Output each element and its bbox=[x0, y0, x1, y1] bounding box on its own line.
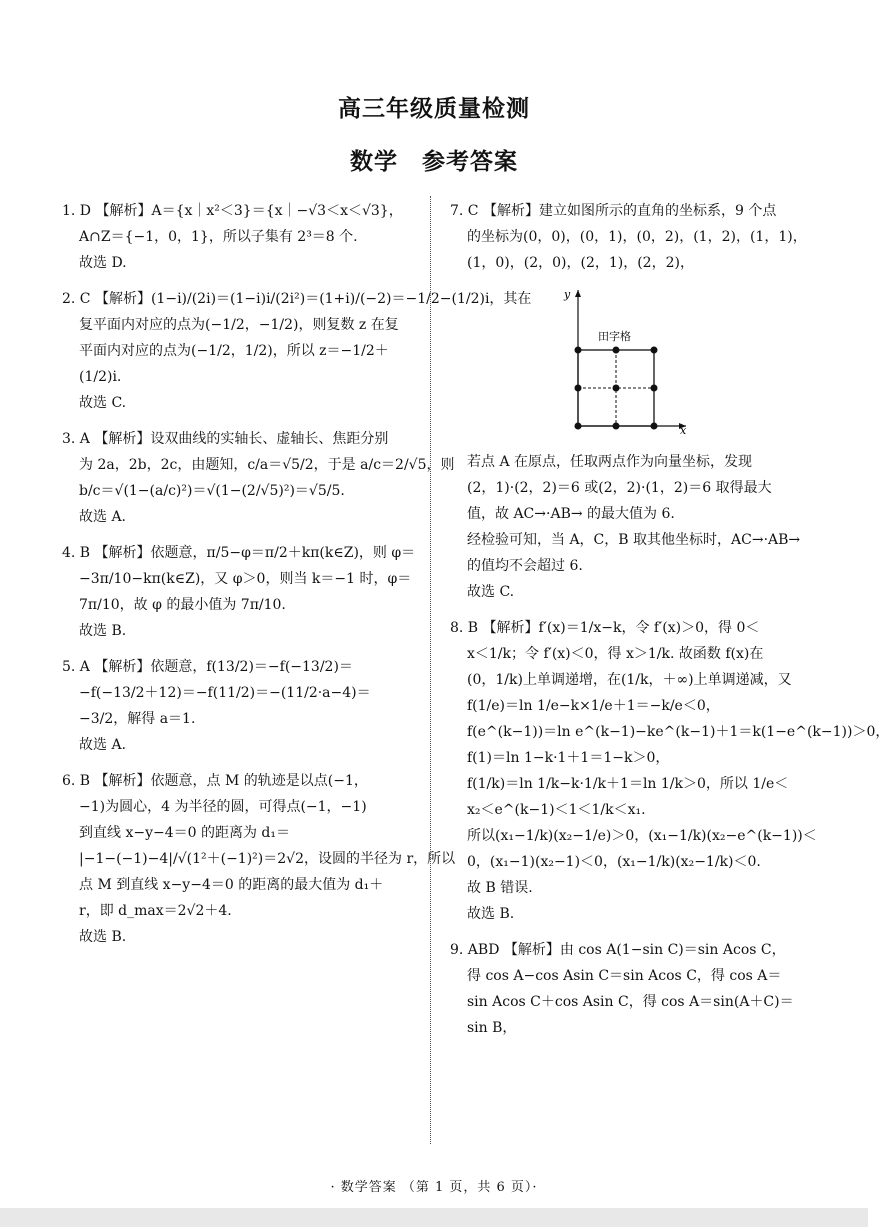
answer-q7-body bbox=[450, 449, 806, 605]
answer-line: 故选 B. bbox=[79, 623, 127, 639]
answer-line: 平面内对应的点为(−1/2，1/2)，所以 z＝−1/2＋ bbox=[79, 343, 389, 359]
answer-line: 7. C 【解析】建立如图所示的直角的坐标系，9 个点 bbox=[450, 203, 777, 219]
answer-line: (0，1/k)上单调递增，在(1/k，＋∞)上单调递减，又 bbox=[467, 672, 792, 688]
answer-line: 3. A 【解析】设双曲线的实轴长、虚轴长、焦距分别 bbox=[62, 431, 389, 447]
grid-label: 田字格 bbox=[598, 330, 631, 343]
answer-q2 bbox=[62, 286, 532, 416]
answer-line: sin Acos C＋cos Asin C，得 cos A＝sin(A＋C)＝ bbox=[467, 994, 794, 1010]
grid-point bbox=[575, 423, 582, 430]
y-axis-arrow bbox=[575, 290, 581, 297]
x-axis-label: x bbox=[680, 424, 687, 437]
answer-q1 bbox=[62, 198, 414, 276]
answer-line: 故选 A. bbox=[79, 737, 127, 753]
grid-point bbox=[613, 347, 620, 354]
grid-point bbox=[651, 423, 658, 430]
answer-q7-intro bbox=[450, 198, 806, 276]
y-axis-label: y bbox=[564, 288, 571, 301]
answer-line: −3π/10−kπ(k∈Z)，又 φ＞0，则当 k＝−1 时，φ＝ bbox=[79, 571, 412, 587]
answer-line: 所以(x₁−1/k)(x₂−1/e)＞0，(x₁−1/k)(x₂−e^(k−1))＜ bbox=[467, 828, 817, 844]
right-column bbox=[450, 198, 889, 1051]
grid-diagram bbox=[550, 284, 690, 437]
answer-line: (1/2)i. bbox=[79, 369, 122, 385]
answer-line: (1，0)，(2，0)，(2，1)，(2，2)， bbox=[467, 255, 694, 271]
answer-q4 bbox=[62, 540, 414, 644]
answer-line: 为 2a，2b，2c，由题知，c/a＝√5/2，于是 a/c＝2/√5，则 bbox=[79, 457, 455, 473]
answer-line: 复平面内对应的点为(−1/2，−1/2)，则复数 z 在复 bbox=[79, 317, 399, 333]
answer-line: 6. B 【解析】依题意，点 M 的轨迹是以点(−1， bbox=[62, 773, 368, 789]
answer-line: −f(−13/2＋12)＝−f(11/2)＝−(11/2·a−4)＝ bbox=[79, 685, 371, 701]
answer-line: x₂＜e^(k−1)＜1＜1/k＜x₁. bbox=[467, 802, 646, 818]
answer-line: 故 B 错误. bbox=[467, 880, 533, 896]
answer-line: A∩Z＝{−1，0，1}，所以子集有 2³＝8 个. bbox=[79, 229, 358, 245]
answer-line: b/c＝√(1−(a/c)²)＝√(1−(2/√5)²)＝√5/5. bbox=[79, 483, 345, 499]
answer-q8 bbox=[450, 615, 889, 927]
answer-line: −1)为圆心，4 为半径的圆，可得点(−1，−1) bbox=[79, 799, 367, 815]
answer-line: f(e^(k−1))＝ln e^(k−1)−ke^(k−1)＋1＝k(1−e^(k−1))＞0， bbox=[467, 724, 889, 740]
answer-line: x＜1/k；令 f′(x)＜0，得 x＞1/k. 故函数 f(x)在 bbox=[467, 646, 764, 662]
grid-point bbox=[575, 347, 582, 354]
answer-line: f(1)＝ln 1−k·1＋1＝1−k＞0， bbox=[467, 750, 670, 766]
answer-line: 的值均不会超过 6. bbox=[467, 558, 583, 574]
grid-point bbox=[613, 423, 620, 430]
grid-point bbox=[651, 347, 658, 354]
answer-line: 值，故 AC→·AB→ 的最大值为 6. bbox=[467, 506, 675, 522]
answer-line: 2. C 【解析】(1−i)/(2i)＝(1−i)i/(2i²)＝(1+i)/(−2)＝−1/2−(1/2)i，其在 bbox=[62, 291, 532, 307]
answer-q6 bbox=[62, 768, 456, 950]
answer-line: 故选 C. bbox=[467, 584, 515, 600]
answer-line: 9. ABD 【解析】由 cos A(1−sin C)＝sin Acos C， bbox=[450, 942, 786, 958]
answer-line: 7π/10，故 φ 的最小值为 7π/10. bbox=[79, 597, 286, 613]
bottom-bar bbox=[0, 1208, 868, 1227]
answer-line: 点 M 到直线 x−y−4＝0 的距离的最大值为 d₁＋ bbox=[79, 877, 384, 893]
answer-line: 到直线 x−y−4＝0 的距离为 d₁＝ bbox=[79, 825, 291, 841]
answer-line: r，即 d_max＝2√2＋4. bbox=[79, 903, 232, 919]
answer-line: 得 cos A−cos Asin C＝sin Acos C，得 cos A＝ bbox=[467, 968, 782, 984]
answer-line: 故选 D. bbox=[79, 255, 127, 271]
answer-line: (2，1)·(2，2)＝6 或(2，2)·(1，2)＝6 取得最大 bbox=[467, 480, 772, 496]
answer-line: sin B， bbox=[467, 1020, 517, 1036]
answer-line: 1. D 【解析】A＝{x｜x²＜3}＝{x｜−√3＜x＜√3}， bbox=[62, 203, 403, 219]
answer-line: 故选 B. bbox=[467, 906, 515, 922]
answer-line: 的坐标为(0，0)，(0，1)，(0，2)，(1，2)，(1，1)， bbox=[467, 229, 807, 245]
grid-point bbox=[575, 385, 582, 392]
answer-line: 5. A 【解析】依题意，f(13/2)＝−f(−13/2)＝ bbox=[62, 659, 353, 675]
answer-q9 bbox=[450, 937, 806, 1041]
page-footer: · 数学答案 （第 1 页，共 6 页）· bbox=[330, 1180, 538, 1195]
answer-line: 0，(x₁−1)(x₂−1)＜0，(x₁−1/k)(x₂−1/k)＜0. bbox=[467, 854, 761, 870]
page-subtitle: 数学 参考答案 bbox=[350, 148, 518, 175]
answer-line: 4. B 【解析】依题意，π/5−φ＝π/2＋kπ(k∈Z)，则 φ＝ bbox=[62, 545, 416, 561]
answer-line: 若点 A 在原点，任取两点作为向量坐标，发现 bbox=[467, 454, 753, 470]
answer-line: 故选 B. bbox=[79, 929, 127, 945]
answer-line: 8. B 【解析】f′(x)＝1/x−k，令 f′(x)＞0，得 0＜ bbox=[450, 620, 760, 636]
answer-line: f(1/k)＝ln 1/k−k·1/k＋1＝ln 1/k＞0，所以 1/e＜ bbox=[467, 776, 789, 792]
answer-line: 经检验可知，当 A，C，B 取其他坐标时，AC→·AB→ bbox=[467, 532, 801, 548]
grid-point bbox=[613, 385, 620, 392]
grid-point bbox=[651, 385, 658, 392]
answer-q3 bbox=[62, 426, 455, 530]
answer-line: f(1/e)＝ln 1/e−k×1/e＋1＝−k/e＜0， bbox=[467, 698, 720, 714]
answer-q5 bbox=[62, 654, 414, 758]
column-divider bbox=[430, 196, 431, 1144]
page-title: 高三年级质量检测 bbox=[338, 95, 530, 122]
answer-line: 故选 C. bbox=[79, 395, 127, 411]
answer-line: |−1−(−1)−4|/√(1²＋(−1)²)＝2√2，设圆的半径为 r，所以 bbox=[79, 851, 456, 867]
answer-line: 故选 A. bbox=[79, 509, 127, 525]
answer-line: −3/2，解得 a＝1. bbox=[79, 711, 196, 727]
